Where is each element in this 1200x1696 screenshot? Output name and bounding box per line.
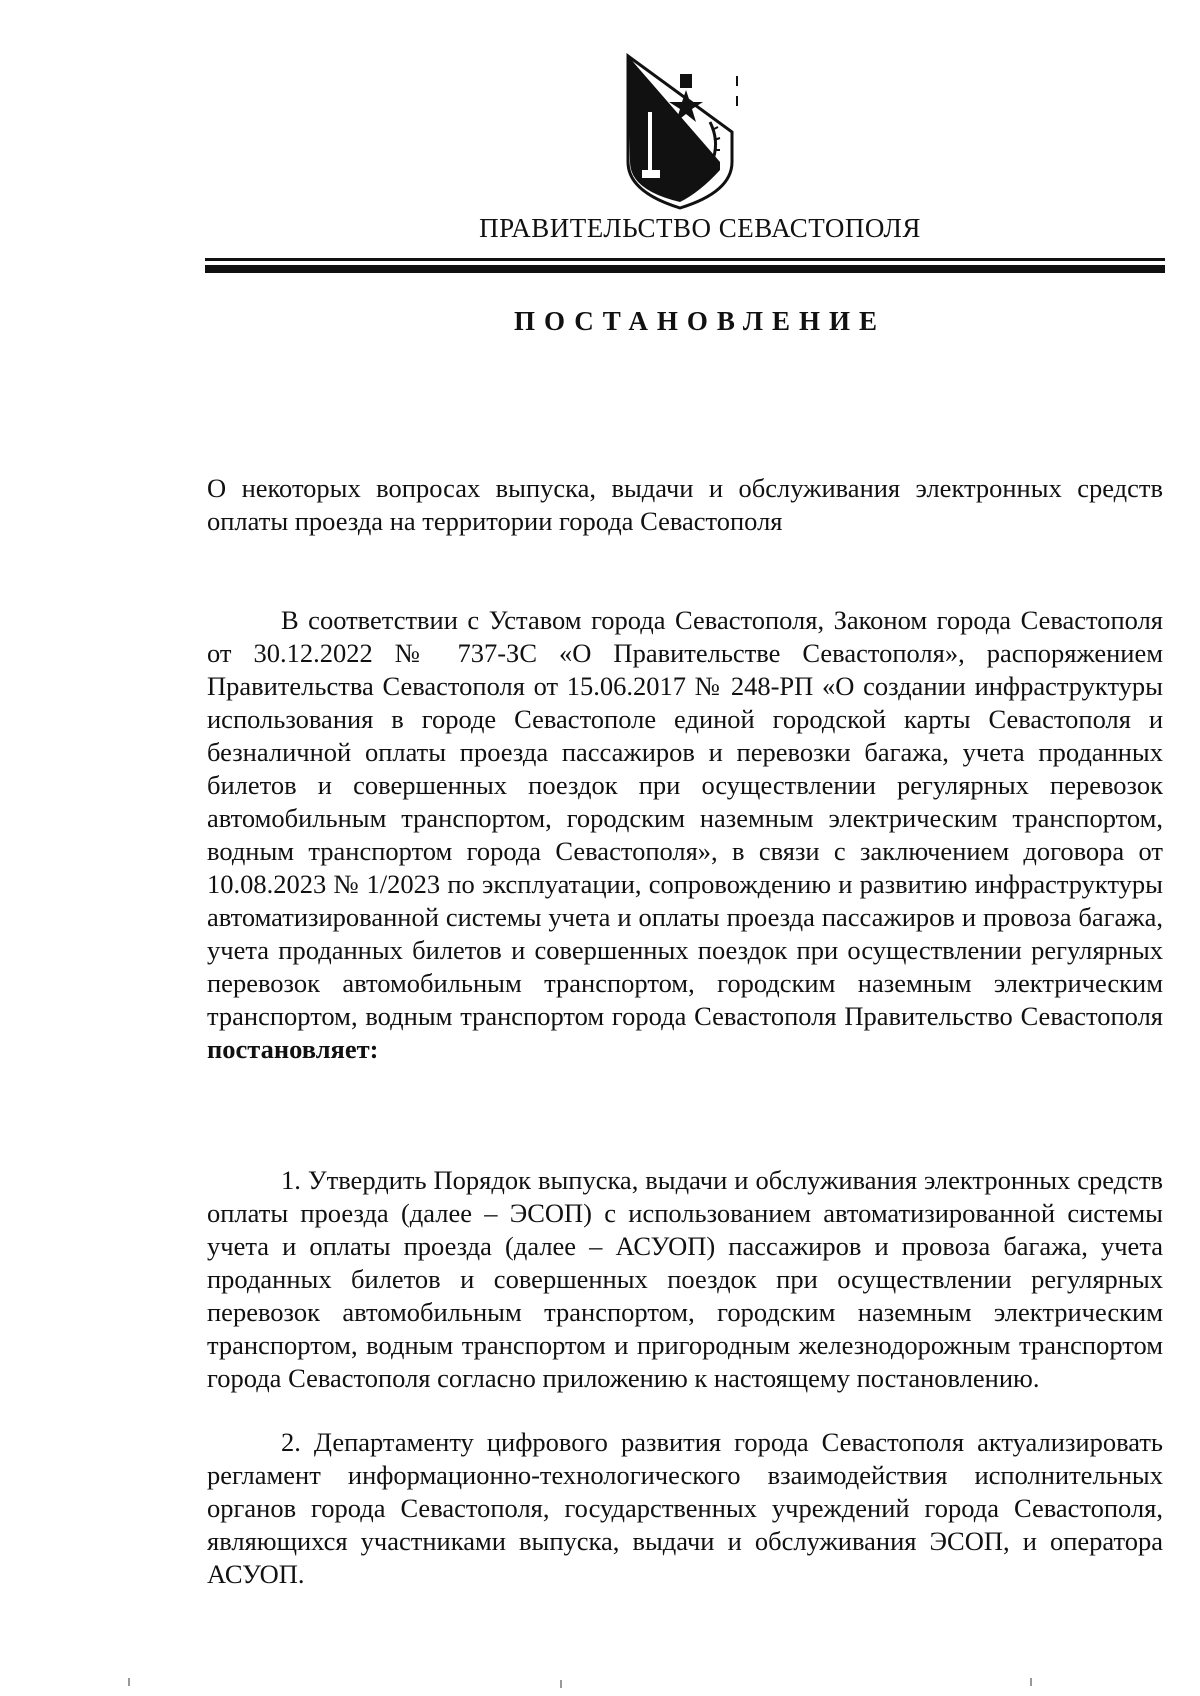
scan-artifact <box>560 1680 562 1688</box>
scan-artifact <box>128 1678 130 1686</box>
sevastopol-coat-of-arms-icon <box>620 52 740 212</box>
item-1-paragraph: 1. Утвердить Порядок выпуска, выдачи и обслуживания электронных средств оплаты проезда (далее – ЭСОП) с использованием автоматизированной системы учета и оплаты проезда (далее – АСУОП) пассажиров и провоза багажа, учета проданных билетов и совершенных поездок при осуществлении регулярных перевозок автомобильным транспортом, городским наземным электрическим транспортом, водным транспортом и пригородным железнодорожным транспортом города Севастополя согласно приложению к настоящему постановлению. <box>207 1165 1163 1393</box>
preamble-paragraph <box>207 604 1163 1066</box>
header-rule-thick <box>205 265 1165 273</box>
government-name: ПРАВИТЕЛЬСТВО СЕВАСТОПОЛЯ <box>479 213 921 243</box>
item-2-paragraph: 2. Департаменту цифрового развития города Севастополя актуализировать регламент информационно-технологического взаимодействия исполнительных органов города Севастополя, государственных учреждений города Севастополя, являющихся участниками выпуска, выдачи и обслуживания ЭСОП, и оператора АСУОП. <box>207 1427 1163 1589</box>
resolves-word: постановляет: <box>207 1034 379 1064</box>
preamble-text: В соответствии с Уставом города Севастополя, Законом города Севастополя от 30.12.2022 № 737-ЗС «О Правительстве Севастополя», распоряжением Правительства Севастополя от 15.06.2017 № 248-РП «О создании инфраструктуры использования в городе Севастополе единой городской карты Севастополя и безналичной оплаты проезда пассажиров и перевозки багажа, учета проданных билетов и совершенных поездок при осуществлении регулярных перевозок автомобильным транспортом, городским наземным электрическим транспортом, водным транспортом города Севастополя», в связи с заключением договора от 10.08.2023 № 1/2023 по эксплуатации, сопровождению и развитию инфраструктуры автоматизированной системы учета и оплаты проезда пассажиров и провоза багажа, учета проданных билетов и совершенных поездок при осуществлении регулярных перевозок автомобильным транспортом, городским наземным электрическим транспортом, водным транспортом города Севастополя Правительство Севастополя <box>207 605 1163 1031</box>
document-type-title: ПОСТАНОВЛЕНИЕ <box>513 306 887 336</box>
document-subject: О некоторых вопросах выпуска, выдачи и обслуживания электронных средств оплаты проезда на территории города Севастополя <box>207 473 1163 536</box>
header-rule-thin <box>205 258 1165 261</box>
scan-artifact <box>1030 1678 1032 1686</box>
